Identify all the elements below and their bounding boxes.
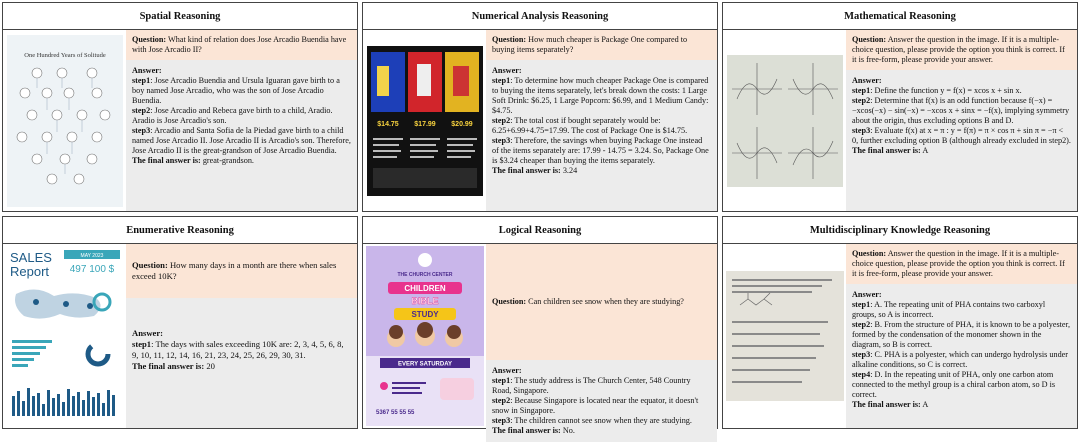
answer-box: [846, 70, 1077, 211]
step-label: step2: [852, 96, 871, 105]
flyer-line1: CHILDREN: [403, 284, 446, 293]
family-tree-image: [3, 30, 126, 211]
step-label: step2: [132, 106, 151, 115]
answer-label: Answer:: [852, 76, 882, 85]
question-text: Answer the question in the image. If it is a multiple-choice question, please provide the option you think is correct. If it is free-form, please provide your answer.: [852, 35, 1065, 64]
image-title: One Hundred Years of Solitude: [23, 51, 106, 59]
panel-logical-reasoning: [362, 216, 718, 435]
panel-title: Enumerative Reasoning: [3, 217, 357, 244]
step-label: step1: [132, 76, 151, 85]
answer-label: Answer:: [132, 328, 164, 338]
step-label: step2: [492, 116, 511, 125]
question-label: Question:: [852, 35, 887, 44]
image-badge: MAY 2023: [80, 253, 103, 259]
question-box: [846, 30, 1077, 70]
image-report-title: Report: [9, 264, 49, 279]
final-label: The final answer is:: [132, 361, 205, 371]
panel-multidisciplinary-knowledge-reasoning: [722, 216, 1078, 429]
step-text: : The children cannot see snow when they are studying.: [510, 416, 692, 425]
final-answer: 20: [206, 361, 215, 371]
step-text: : Jose Arcadio and Rebeca gave birth to a child, Aradio. Aradio is Jose Arcadio's son.: [132, 106, 333, 125]
answer-box: [126, 298, 357, 428]
sales-report-image: [3, 244, 126, 428]
step-label: step2: [492, 396, 511, 405]
answer-label: Answer:: [492, 366, 522, 375]
flyer-line3: STUDY: [410, 310, 439, 319]
answer-box: [486, 360, 717, 442]
question-text: How much cheaper is Package One compared to buying items separately?: [492, 35, 688, 54]
answer-box: [846, 284, 1077, 428]
panel-spatial-reasoning: [2, 2, 358, 212]
answer-box: [126, 60, 357, 211]
step-label: step3: [492, 416, 511, 425]
question-box: [846, 244, 1077, 284]
step-label: step3: [852, 126, 871, 135]
panel-mathematical-reasoning: [722, 2, 1078, 212]
step-label: step1: [132, 339, 152, 349]
step-text: : Therefore, the savings when buying Package One instead of the items separately are: 17.99 - 14.75 = 3.24. So, Package One is $3.24 cheaper than buying the items separately.: [492, 136, 709, 165]
step-label: step1: [852, 300, 871, 309]
step-text: : The days with sales exceeding 10K are: 2, 3, 4, 5, 6, 8, 9, 10, 11, 12, 14, 16, 21, 23, 24, 25, 26, 29, 30, 31.: [132, 339, 344, 360]
question-label: Question:: [852, 249, 887, 258]
price-3: $20.99: [450, 120, 473, 128]
step-label: step1: [852, 86, 871, 95]
final-answer: 3.24: [562, 166, 578, 175]
step-label: step2: [852, 320, 871, 329]
price-2: $17.99: [413, 120, 436, 128]
panel-numerical-analysis-reasoning: [362, 2, 718, 212]
final-label: The final answer is:: [852, 146, 921, 155]
question-label: Question:: [132, 35, 167, 44]
panel-enumerative-reasoning: [2, 216, 358, 429]
step-text: : D. In the repeating unit of PHA, only one carbon atom connected to the methyl group is a chiral carbon atom, so D is correct.: [852, 370, 1056, 399]
question-label: Question:: [492, 35, 527, 44]
final-answer: great-grandson.: [202, 156, 254, 165]
step-label: step1: [492, 76, 511, 85]
panel-title: Multidisciplinary Knowledge Reasoning: [723, 217, 1077, 244]
step-text: : Arcadio and Santa Sofia de la Piedad gave birth to a child named Jose Arcadio II. Jose Arcadio II is Arcadio's son. Therefore, Jose Arcadio II is the great-grandson of Jose Arcadio Buendia.: [132, 126, 351, 155]
price-1: $14.75: [376, 120, 399, 128]
question-text: Answer the question in the image. If it is a multiple-choice question, please provide the option you think is correct. If it is free-form, please provide your answer.: [852, 249, 1065, 278]
flyer-header: THE CHURCH CENTER: [397, 272, 452, 278]
question-label: Question:: [132, 260, 168, 270]
step-label: step1: [492, 376, 511, 385]
step-text: : Because Singapore is located near the equator, it doesn't snow in Singapore.: [492, 396, 699, 415]
final-label: The final answer is:: [492, 426, 561, 435]
step-label: step3: [492, 136, 511, 145]
flyer-phone: 5367 55 55 55: [375, 410, 414, 416]
chemistry-question-image: [723, 244, 846, 428]
step-label: step3: [132, 126, 151, 135]
question-box: [486, 30, 717, 60]
step-text: : The study address is The Church Center, 548 Country Road, Singapore.: [492, 376, 691, 395]
answer-label: Answer:: [492, 66, 522, 75]
step-text: : Define the function y = f(x) = xcos x + sin x.: [870, 86, 1022, 95]
step-text: : Jose Arcadio Buendia and Ursula Iguaran gave birth to a boy named Jose Arcadio, who was the son of Jose Arcadio Buendia.: [132, 76, 340, 105]
answer-label: Answer:: [852, 290, 882, 299]
image-amount: 497 100 $: [69, 264, 114, 275]
final-label: The final answer is:: [852, 400, 921, 409]
question-label: Question:: [492, 297, 527, 306]
step-text: : A. The repeating unit of PHA contains two carboxyl groups, so A is incorrect.: [852, 300, 1046, 319]
question-text: How many days in a month are there when sales exceed 10K?: [132, 260, 337, 281]
step-label: step4: [852, 370, 871, 379]
question-text: Can children see snow when they are studying?: [528, 297, 684, 306]
final-label: The final answer is:: [132, 156, 201, 165]
question-box: [126, 244, 357, 298]
panel-title: Mathematical Reasoning: [723, 3, 1077, 30]
bible-study-flyer-image: [363, 244, 486, 428]
final-answer: A: [922, 146, 929, 155]
step-text: : C. PHA is a polyester, which can undergo hydrolysis under alkaline conditions, so C is correct.: [852, 350, 1069, 369]
step-text: : The total cost if bought separately would be: 6.25+6.99+4.75=17.99. The cost of Package One is $14.75.: [492, 116, 688, 135]
question-box: [486, 244, 717, 360]
question-box: [126, 30, 357, 60]
step-label: step3: [852, 350, 871, 359]
final-label: The final answer is:: [492, 166, 561, 175]
question-text: What kind of relation does Jose Arcadio Buendia have with Jose Arcadio II?: [132, 35, 347, 54]
step-text: : Evaluate f(x) at x = π : y = f(π) = π × cos π + sin π = −π < 0, further excluding option B (although already excluded in step2).: [852, 126, 1071, 145]
final-answer: No.: [562, 426, 575, 435]
step-text: : Determine that f(x) is an odd function because f(−x) = −xcos(−x) − sin(−x) = −xcos x + sinx = −f(x), implying symmetry about the origin, thus excluding options B and D.: [852, 96, 1070, 125]
answer-box: [486, 60, 717, 211]
flyer-line2: BIBLE: [411, 296, 438, 306]
snack-menu-image: [363, 30, 486, 211]
answer-label: Answer:: [132, 66, 162, 75]
graph-options-image: [723, 30, 846, 211]
flyer-day: EVERY SATURDAY: [397, 361, 452, 368]
panel-title: Numerical Analysis Reasoning: [363, 3, 717, 30]
step-text: : B. From the structure of PHA, it is known to be a polyester, formed by the condensation of the monomer shown in the diagram, so B is correct.: [852, 320, 1070, 349]
panel-title: Logical Reasoning: [363, 217, 717, 244]
image-sales-title: SALES: [9, 250, 52, 265]
panel-title: Spatial Reasoning: [3, 3, 357, 30]
final-answer: A: [922, 400, 929, 409]
step-text: : To determine how much cheaper Package One is compared to buying the items separately, let's break down the costs: 1 Large Soft Drink: $6.25, 1 Large Popcorn: $6.99, and 1 Medium Candy: $4.75.: [492, 76, 709, 115]
